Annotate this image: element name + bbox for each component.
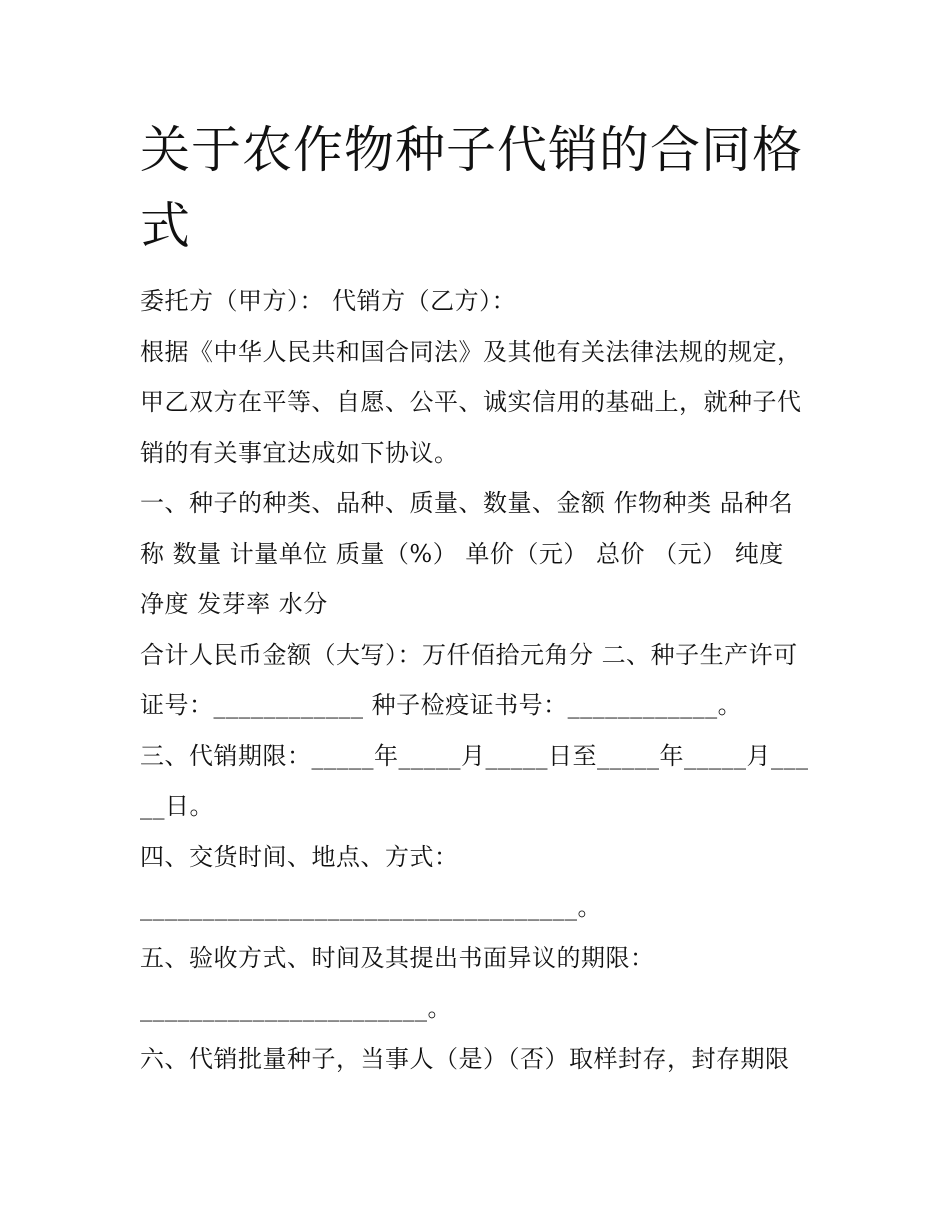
clause-3-consignment-period: 三、代销期限：_____年_____月_____日至_____年_____月_____日。 (140, 741, 809, 820)
clause-5-acceptance: 五、验收方式、时间及其提出书面异议的期限： (140, 943, 655, 972)
clause-5-blank-line: _______________________。 (140, 994, 452, 1022)
clause-1-seed-types: 一、种子的种类、品种、质量、数量、金额 作物种类 品种名称 数量 计量单位 质量（%） 单价（元） 总价 （元） 纯度 净度 发芽率 水分 (140, 489, 794, 618)
clause-total-and-clause-2-license: 合计人民币金额（大写）：万仟佰拾元角分 二、种子生产许可证号：____________ 种子检疫证书号：____________。 (140, 640, 798, 719)
clause-4-delivery: 四、交货时间、地点、方式： (140, 842, 459, 871)
parties-line: 委托方（甲方）： 代销方（乙方）： (140, 287, 517, 315)
document-body (140, 276, 815, 1084)
clause-4-blank-line: ___________________________________。 (140, 893, 602, 921)
preamble-paragraph: 根据《中华人民共和国合同法》及其他有关法律法规的规定，甲乙双方在平等、自愿、公平、诚实信用的基础上，就种子代销的有关事宜达成如下协议。 (140, 337, 802, 467)
clause-6-sampling: 六、代销批量种子，当事人（是）（否）取样封存，封存期限 (140, 1044, 790, 1073)
document-title: 关于农作物种子代销的合同格式 (140, 121, 803, 255)
